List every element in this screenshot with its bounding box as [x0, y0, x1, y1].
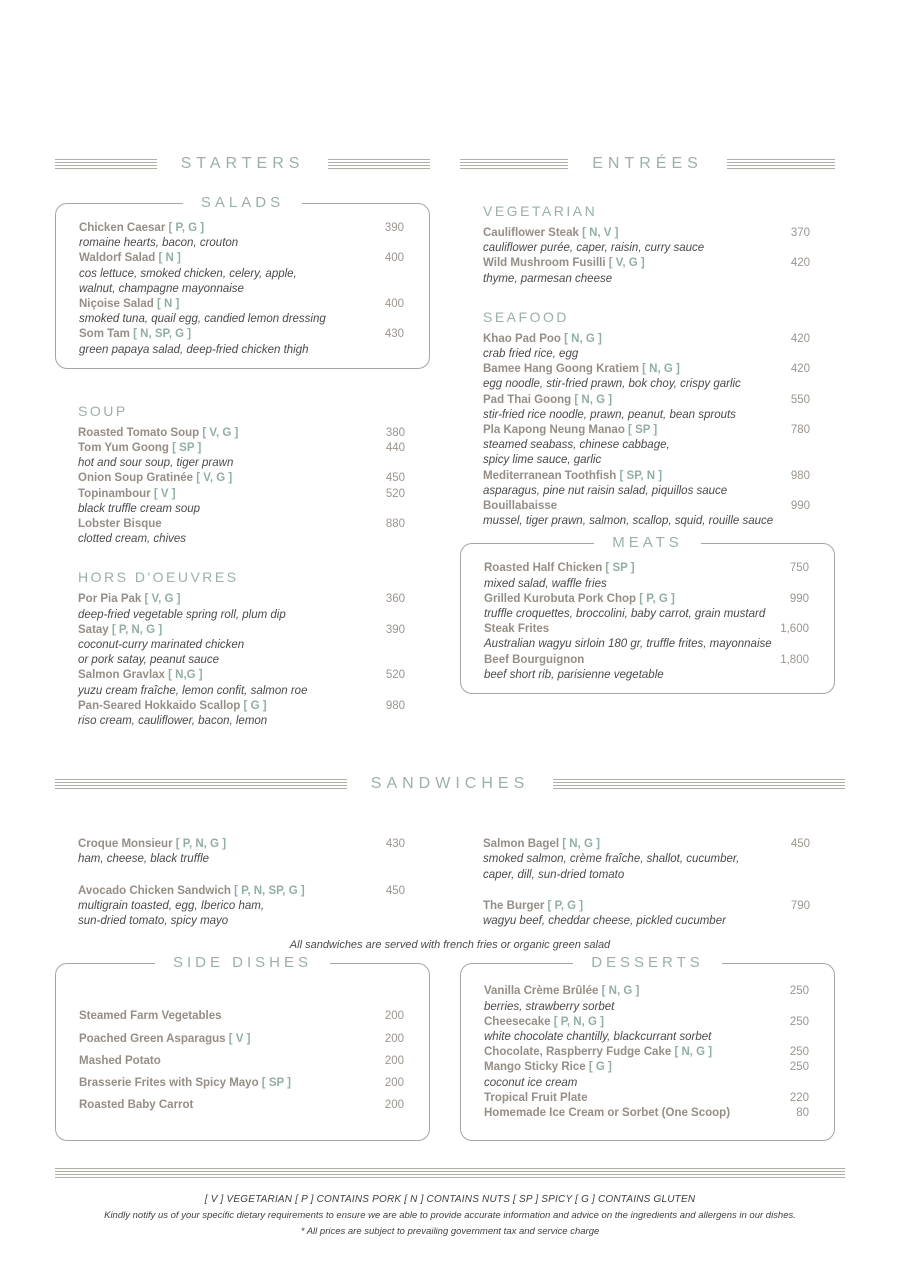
- menu-item-name: Roasted Tomato Soup [ V, G ]: [78, 426, 239, 439]
- menu-item-description: caper, dill, sun-dried tomato: [483, 868, 625, 881]
- menu-item-price: 220: [789, 1091, 809, 1104]
- sandwiches-header: [0, 775, 900, 793]
- allergen-tags: [ P, G ]: [544, 899, 584, 912]
- side-dishes-title: SIDE DISHES: [155, 954, 330, 971]
- menu-item-price: 390: [385, 623, 405, 636]
- menu-item-price: 200: [384, 1010, 404, 1023]
- menu-item: [483, 837, 810, 883]
- menu-item-price: 450: [385, 884, 405, 897]
- menu-item-description: coconut-curry marinated chicken: [78, 639, 245, 652]
- menu-item-name: Pan-Seared Hokkaido Scallop [ G ]: [78, 699, 267, 712]
- menu-item: [483, 499, 810, 529]
- section-soup: [55, 403, 430, 548]
- decorative-rule: [460, 159, 568, 169]
- menu-item-name: Tropical Fruit Plate: [484, 1091, 588, 1104]
- menu-item-name: Mediterranean Toothfish [ SP, N ]: [483, 469, 663, 482]
- menu-item-price: 250: [789, 1061, 809, 1074]
- menu-item-price: 200: [384, 1032, 404, 1045]
- menu-item-row: [78, 517, 405, 532]
- decorative-rule: [55, 779, 347, 789]
- side-dishes-column: [55, 954, 430, 1141]
- menu-item-name: Lobster Bisque: [78, 518, 162, 531]
- bottom-boxes-row: [0, 954, 900, 1141]
- menu-item-price: 390: [384, 222, 404, 234]
- menu-item-row: [484, 622, 809, 637]
- allergen-tags: [ V, G ]: [141, 593, 181, 606]
- menu-item-name: Vanilla Crème Brûlée [ N, G ]: [484, 985, 640, 998]
- allergen-tags: [ SP ]: [624, 424, 658, 437]
- section-salads: [55, 194, 430, 369]
- menu-item-price: 430: [384, 328, 404, 341]
- allergen-tags: [ N,G ]: [164, 669, 203, 682]
- menu-item-price: 990: [790, 500, 810, 513]
- menu-item-name: The Burger [ P, G ]: [483, 899, 584, 912]
- menu-item: [484, 622, 809, 652]
- desserts-list: [484, 984, 809, 1121]
- allergen-tags: [ P, G ]: [636, 592, 675, 605]
- menu-item-name: Homemade Ice Cream or Sorbet (One Scoop): [484, 1106, 731, 1119]
- meats-title: MEATS: [594, 534, 701, 551]
- menu-item-name: Salmon Gravlax [ N,G ]: [78, 669, 203, 682]
- menu-item-description: beef short rib, parisienne vegetable: [484, 668, 664, 681]
- menu-item-price: 400: [384, 298, 404, 311]
- menu-item: [78, 471, 405, 486]
- menu-item: [78, 668, 405, 698]
- menu-item-description: hot and sour soup, tiger prawn: [78, 457, 234, 470]
- menu-item: [78, 699, 405, 729]
- allergen-tags: [ P, G ]: [165, 222, 205, 234]
- desserts-legend: [461, 954, 834, 972]
- menu-item-row: [483, 423, 810, 438]
- menu-item-row: [483, 362, 810, 377]
- allergen-tags: [ N, G ]: [560, 332, 602, 345]
- menu-item-row: [483, 226, 810, 241]
- allergen-tags: [ G ]: [585, 1061, 612, 1074]
- menu-item: [484, 653, 809, 683]
- menu-item-row: [78, 471, 405, 486]
- salads-list: [79, 221, 404, 358]
- menu-item-row: [78, 668, 405, 683]
- menu-item-description: wagyu beef, cheddar cheese, pickled cucumber: [483, 915, 726, 928]
- menu-item: [483, 469, 810, 499]
- menu-item: [78, 592, 405, 622]
- menu-item-name: Niçoise Salad [ N ]: [79, 298, 180, 311]
- menu-item-description: cos lettuce, smoked chicken, celery, apple,: [79, 267, 297, 280]
- menu-item: [78, 441, 405, 471]
- allergen-tags: [ N, G ]: [671, 1046, 713, 1059]
- menu-item: [78, 837, 405, 867]
- salads-title: SALADS: [183, 194, 302, 211]
- menu-item-description: asparagus, pine nut raisin salad, piquillos sauce: [483, 484, 728, 497]
- allergen-tags: [ SP ]: [258, 1076, 291, 1089]
- menu-item-price: 880: [385, 518, 405, 531]
- menu-item-price: 360: [385, 593, 405, 606]
- menu-item-row: [78, 426, 405, 441]
- menu-item-row: [78, 699, 405, 714]
- menu-item-description: clotted cream, chives: [78, 533, 187, 546]
- menu-item-name: Wild Mushroom Fusilli [ V, G ]: [483, 257, 645, 270]
- menu-item-name: Steamed Farm Vegetables: [79, 1010, 222, 1023]
- menu-item: [79, 1098, 404, 1113]
- allergen-tags: [ SP ]: [602, 562, 635, 575]
- menu-item-name: Pad Thai Goong [ N, G ]: [483, 393, 613, 406]
- menu-item-description: white chocolate chantilly, blackcurrant sorbet: [484, 1030, 712, 1043]
- menu-item-name: Tom Yum Goong [ SP ]: [78, 442, 202, 455]
- menu-item-name: Beef Bourguignon: [484, 653, 585, 666]
- menu-item-description: truffle croquettes, broccolini, baby carrot, grain mustard: [484, 608, 766, 621]
- menu-item-description: mussel, tiger prawn, salmon, scallop, squid, rouille sauce: [483, 515, 774, 528]
- allergen-legend: [ V ] VEGETARIAN [ P ] CONTAINS PORK [ N ] CONTAINS NUTS [ SP ] SPICY [ G ] CONTAINS GLUTEN: [204, 1194, 696, 1205]
- soup-list: [78, 426, 405, 548]
- menu-item-price: 440: [385, 442, 405, 455]
- menu-item: [484, 1091, 809, 1106]
- menu-item: [79, 221, 404, 251]
- menu-item-price: 80: [796, 1106, 809, 1119]
- menu-item-name: Steak Frites: [484, 623, 550, 636]
- menu-item-row: [79, 1098, 404, 1113]
- menu-item-name: Cheesecake [ P, N, G ]: [484, 1015, 604, 1028]
- menu-item-name: Chicken Caesar [ P, G ]: [79, 222, 205, 234]
- menu-item-row: [484, 984, 809, 999]
- menu-item-price: 420: [790, 332, 810, 345]
- menu-item-row: [483, 899, 810, 914]
- desserts-title: DESSERTS: [573, 954, 722, 971]
- menu-item: [484, 592, 809, 622]
- section-meats: [460, 534, 835, 694]
- menu-item-description: Australian wagyu sirloin 180 gr, truffle frites, mayonnaise: [484, 638, 772, 651]
- menu-item-price: 400: [384, 252, 404, 265]
- allergen-tags: [ V ]: [225, 1032, 251, 1045]
- menu-item-description: riso cream, cauliflower, bacon, lemon: [78, 715, 268, 728]
- allergen-tags: [ V, G ]: [199, 426, 239, 439]
- menu-item-name: Por Pia Pak [ V, G ]: [78, 593, 181, 606]
- menu-item-price: 550: [790, 393, 810, 406]
- menu-item-price: 750: [789, 562, 809, 575]
- menu-item-row: [484, 1045, 809, 1060]
- menu-item-row: [78, 623, 405, 638]
- section-desserts: [460, 954, 835, 1141]
- decorative-rule: [55, 159, 157, 169]
- menu-item: [78, 517, 405, 547]
- menu-item: [79, 1032, 404, 1047]
- menu-item-name: Onion Soup Gratinée [ V, G ]: [78, 472, 233, 485]
- allergen-tags: [ N ]: [155, 252, 181, 265]
- footer: [0, 1168, 900, 1272]
- sandwiches-right-list: [483, 837, 810, 929]
- menu-item-price: 450: [385, 472, 405, 485]
- menu-item: [483, 899, 810, 929]
- menu-item-row: [483, 837, 810, 852]
- menu-item-row: [79, 1009, 404, 1024]
- sandwiches-left-column: [55, 837, 430, 929]
- menu-item-name: Bouillabaisse: [483, 500, 558, 513]
- menu-item: [484, 1045, 809, 1060]
- sandwiches-left-list: [78, 837, 405, 929]
- menu-item-price: 980: [790, 469, 810, 482]
- allergen-tags: [ P, N, SP, G ]: [230, 884, 305, 897]
- menu-item: [78, 426, 405, 441]
- allergen-tags: [ P, N, G ]: [172, 838, 227, 851]
- allergen-tags: [ SP ]: [168, 442, 202, 455]
- menu-item: [79, 1076, 404, 1091]
- menu-item-row: [79, 1032, 404, 1047]
- allergen-tags: [ V, G ]: [605, 257, 645, 270]
- menu-item: [78, 884, 405, 930]
- menu-item-description: ham, cheese, black truffle: [78, 853, 210, 866]
- top-header-row: [0, 155, 900, 729]
- menu-item-price: 450: [790, 838, 810, 851]
- menu-item-row: [79, 251, 404, 266]
- menu-item-price: 250: [789, 1046, 809, 1059]
- price-note: * All prices are subject to prevailing government tax and service charge: [300, 1226, 600, 1237]
- menu-item-description: crab fried rice, egg: [483, 348, 579, 361]
- menu-item-price: 250: [789, 985, 809, 998]
- menu-item-row: [78, 592, 405, 607]
- menu-item-row: [483, 332, 810, 347]
- menu-item-description: multigrain toasted, egg, Iberico ham,: [78, 899, 265, 912]
- menu-item: [484, 1060, 809, 1090]
- menu-item-description: deep-fried vegetable spring roll, plum dip: [78, 608, 286, 621]
- menu-item-description: or pork satay, peanut sauce: [78, 654, 220, 667]
- allergen-tags: [ P, N, G ]: [108, 623, 163, 636]
- menu-item-row: [483, 469, 810, 484]
- decorative-rule: [553, 779, 845, 789]
- menu-item-name: Satay [ P, N, G ]: [78, 623, 163, 636]
- menu-item-name: Croque Monsieur [ P, N, G ]: [78, 838, 227, 851]
- menu-item-price: 980: [385, 699, 405, 712]
- decorative-rule: [727, 159, 835, 169]
- menu-item-row: [483, 393, 810, 408]
- menu-item-row: [484, 1106, 809, 1121]
- menu-item: [484, 1015, 809, 1045]
- menu-item: [484, 561, 809, 591]
- menu-item-name: Som Tam [ N, SP, G ]: [79, 328, 192, 341]
- menu-item-description: coconut ice cream: [484, 1076, 578, 1089]
- right-column: [460, 155, 835, 729]
- menu-item: [79, 1009, 404, 1024]
- menu-item-row: [483, 256, 810, 271]
- menu-item: [79, 251, 404, 297]
- menu-item-description: green papaya salad, deep-fried chicken thigh: [79, 343, 309, 356]
- allergen-tags: [ N, G ]: [598, 985, 640, 998]
- menu-item-price: 520: [385, 487, 405, 500]
- menu-item-price: 990: [789, 592, 809, 605]
- menu-item-row: [484, 561, 809, 576]
- menu-item-description: egg noodle, stir-fried prawn, bok choy, crispy garlic: [483, 378, 741, 391]
- menu-item-row: [484, 592, 809, 607]
- desserts-column: [460, 954, 835, 1141]
- menu-item-name: Cauliflower Steak [ N, V ]: [483, 227, 619, 239]
- menu-item-description: spicy lime sauce, garlic: [483, 454, 602, 467]
- menu-item-row: [484, 1015, 809, 1030]
- menu-item-name: Brasserie Frites with Spicy Mayo [ SP ]: [79, 1076, 291, 1089]
- menu-item-price: 200: [384, 1054, 404, 1067]
- menu-item-row: [483, 499, 810, 514]
- menu-item-row: [78, 837, 405, 852]
- menu-item: [483, 393, 810, 423]
- allergen-tags: [ N, G ]: [571, 393, 613, 406]
- menu-item-name: Mashed Potato: [79, 1054, 161, 1067]
- menu-item-description: stir-fried rice noodle, prawn, peanut, bean sprouts: [483, 408, 736, 421]
- menu-item-name: Salmon Bagel [ N, G ]: [483, 838, 600, 851]
- section-vegetarian: [460, 203, 835, 287]
- menu-item: [78, 487, 405, 517]
- entrees-title: ENTRÉES: [592, 155, 703, 172]
- menu-item-price: 1,800: [780, 653, 809, 666]
- vegetarian-title: VEGETARIAN: [483, 203, 598, 219]
- menu-item-price: 520: [385, 669, 405, 682]
- menu-item-price: 380: [385, 426, 405, 439]
- menu-item-price: 250: [789, 1015, 809, 1028]
- allergen-tags: [ V ]: [150, 487, 176, 500]
- allergen-tags: [ P, N, G ]: [550, 1015, 604, 1028]
- allergen-tags: [ N ]: [153, 298, 180, 311]
- menu-item-name: Pla Kapong Neung Manao [ SP ]: [483, 424, 658, 437]
- menu-item-row: [484, 1060, 809, 1075]
- menu-item-description: smoked tuna, quail egg, candied lemon dressing: [79, 313, 326, 326]
- salads-legend: [56, 194, 429, 212]
- menu-item-description: steamed seabass, chinese cabbage,: [483, 439, 670, 452]
- menu-item-row: [79, 1076, 404, 1091]
- menu-item: [483, 256, 810, 286]
- menu-item: [79, 327, 404, 357]
- side-dishes-list: [79, 1009, 404, 1113]
- sandwiches-note: All sandwiches are served with french fries or organic green salad: [289, 939, 611, 952]
- menu-item-row: [484, 1091, 809, 1106]
- menu-item-row: [79, 327, 404, 342]
- allergen-tags: [ V, G ]: [193, 472, 233, 485]
- soup-title: SOUP: [78, 402, 128, 419]
- menu-item-name: Chocolate, Raspberry Fudge Cake [ N, G ]: [484, 1046, 713, 1059]
- starters-title: STARTERS: [180, 155, 305, 172]
- menu-item-row: [78, 884, 405, 899]
- hors-doeuvres-title: HORS D'OEUVRES: [78, 569, 239, 586]
- menu-item: [483, 226, 810, 256]
- menu-item-description: sun-dried tomato, spicy mayo: [78, 915, 229, 928]
- dietary-note: Kindly notify us of your specific dietary requirements to ensure we are able to provide accurate information and advice on the ingredients and allergens in our dishes.: [104, 1210, 796, 1221]
- seafood-list: [483, 332, 810, 530]
- sandwiches-title: SANDWICHES: [370, 775, 530, 793]
- menu-item-row: [484, 653, 809, 668]
- menu-item-name: Waldorf Salad [ N ]: [79, 252, 181, 265]
- seafood-title: SEAFOOD: [483, 308, 569, 325]
- menu-item: [483, 332, 810, 362]
- section-hors-doeuvres: [55, 569, 430, 729]
- menu-item-name: Poached Green Asparagus [ V ]: [79, 1032, 251, 1045]
- meats-legend: [461, 534, 834, 552]
- meats-list: [484, 561, 809, 683]
- menu-item-description: thyme, parmesan cheese: [483, 272, 613, 285]
- menu-item-description: romaine hearts, bacon, crouton: [79, 237, 239, 250]
- menu-item: [483, 362, 810, 392]
- menu-item-price: 780: [790, 424, 810, 437]
- menu-item-description: black truffle cream soup: [78, 502, 201, 515]
- menu-item-price: 430: [385, 838, 405, 851]
- allergen-tags: [ SP, N ]: [616, 469, 663, 482]
- menu-item-price: 790: [790, 899, 810, 912]
- section-seafood: [460, 309, 835, 530]
- menu-item-description: walnut, champagne mayonnaise: [79, 282, 244, 295]
- menu-item-price: 1,600: [780, 623, 809, 636]
- menu-item-description: cauliflower purée, caper, raisin, curry sauce: [483, 242, 705, 255]
- menu-item: [78, 623, 405, 669]
- footer-decorative-rule: [55, 1168, 845, 1178]
- menu-item-name: Grilled Kurobuta Pork Chop [ P, G ]: [484, 592, 675, 605]
- section-side-dishes: [55, 954, 430, 1141]
- sandwiches-right-column: [460, 837, 835, 929]
- entrees-header: [460, 155, 835, 173]
- allergen-tags: [ N, G ]: [559, 838, 600, 851]
- menu-item: [484, 1106, 809, 1121]
- menu-item-row: [79, 297, 404, 312]
- menu-item-description: yuzu cream fraîche, lemon confit, salmon roe: [78, 684, 308, 697]
- allergen-tags: [ N, V ]: [578, 227, 619, 239]
- allergen-tags: [ N, G ]: [638, 363, 680, 376]
- allergen-tags: [ G ]: [240, 699, 267, 712]
- menu-item-description: berries, strawberry sorbet: [484, 1000, 615, 1013]
- side-dishes-legend: [56, 954, 429, 972]
- starters-header: [55, 155, 430, 173]
- menu-item-name: Topinambour [ V ]: [78, 487, 176, 500]
- menu-item-description: smoked salmon, crème fraîche, shallot, cucumber,: [483, 853, 740, 866]
- menu-item-name: Roasted Baby Carrot: [79, 1099, 194, 1112]
- menu-item-price: 200: [384, 1099, 404, 1112]
- menu-item-price: 370: [790, 227, 810, 239]
- menu-item: [484, 984, 809, 1014]
- menu-item-name: Avocado Chicken Sandwich [ P, N, SP, G ]: [78, 884, 305, 897]
- left-column: [55, 155, 430, 729]
- menu-item-price: 420: [790, 257, 810, 270]
- menu-item-name: Bamee Hang Goong Kratiem [ N, G ]: [483, 363, 680, 376]
- menu-item: [79, 297, 404, 327]
- menu-item-row: [78, 487, 405, 502]
- vegetarian-list: [483, 226, 810, 287]
- menu-item-row: [79, 221, 404, 236]
- menu-item-name: Mango Sticky Rice [ G ]: [484, 1061, 612, 1074]
- sandwiches-section: [0, 837, 900, 929]
- allergen-tags: [ N, SP, G ]: [129, 328, 192, 341]
- hors-doeuvres-list: [78, 592, 405, 729]
- menu-item-name: Roasted Half Chicken [ SP ]: [484, 562, 635, 575]
- menu-item-price: 420: [790, 363, 810, 376]
- menu-item-price: 200: [384, 1076, 404, 1089]
- menu-item-row: [79, 1054, 404, 1069]
- menu-item: [79, 1054, 404, 1069]
- menu-item-row: [78, 441, 405, 456]
- menu-item-description: mixed salad, waffle fries: [484, 577, 607, 590]
- decorative-rule: [328, 159, 430, 169]
- menu-item-name: Khao Pad Poo [ N, G ]: [483, 332, 602, 345]
- menu-item: [483, 423, 810, 469]
